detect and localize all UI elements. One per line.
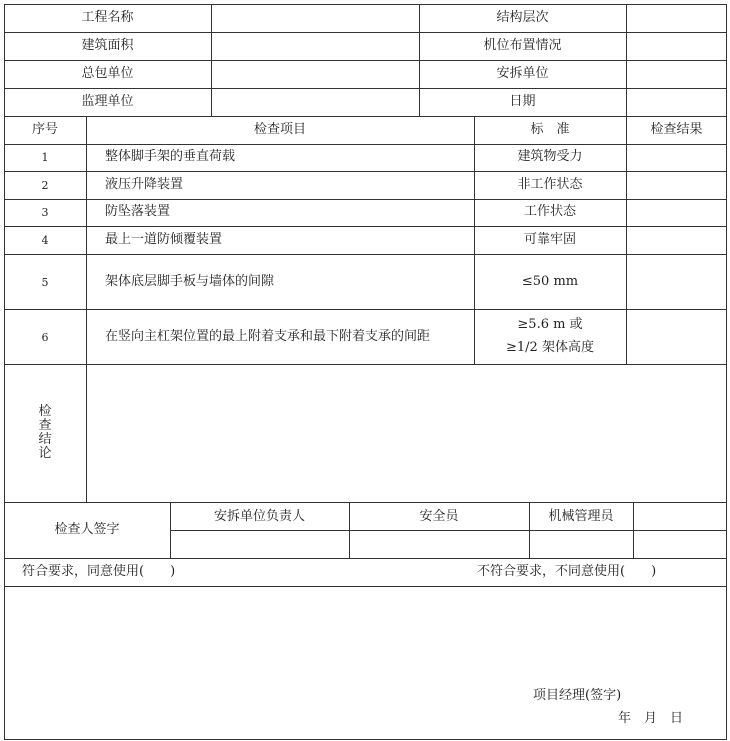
divider [4, 171, 727, 172]
divider [211, 4, 212, 116]
general-contractor-label: 总包单位 [81, 66, 134, 81]
date-label: 日期 [509, 94, 536, 109]
divider [4, 32, 727, 33]
building-area-label: 建筑面积 [81, 38, 134, 53]
divider [86, 116, 87, 502]
divider [4, 364, 727, 365]
install-head-label: 安拆单位负责人 [213, 509, 305, 524]
structure-floors-label: 结构层次 [496, 10, 549, 25]
col-header-item: 检查项目 [253, 122, 306, 137]
manager-signature-label: 项目经理(签字) [533, 688, 622, 703]
row-item: 防坠落装置 [105, 204, 171, 219]
install-unit-label: 安拆单位 [496, 66, 549, 81]
divider [4, 558, 727, 559]
row-item: 整体脚手架的垂直荷载 [105, 149, 236, 164]
row-standard: 可靠牢固 [523, 232, 576, 247]
row-standard: 非工作状态 [517, 177, 583, 192]
form-border [4, 4, 727, 740]
row-number: 2 [41, 179, 49, 192]
conclusion-label: 检查结论 [38, 404, 52, 461]
divider [626, 116, 627, 364]
col-header-standard: 标 准 [530, 122, 570, 137]
divider [4, 116, 727, 117]
divider [4, 586, 727, 587]
divider [633, 502, 634, 558]
machine-manager-label: 机械管理员 [548, 509, 614, 524]
divider [626, 4, 627, 116]
divider [170, 530, 727, 531]
row-item: 液压升降装置 [105, 177, 184, 192]
machine-layout-label: 机位布置情况 [483, 38, 562, 53]
row-standard-line: ≥1/2 架体高度 [506, 340, 594, 355]
divider [4, 88, 727, 89]
row-item: 最上一道防倾覆装置 [105, 232, 223, 247]
row-item: 架体底层脚手板与墙体的间隙 [105, 274, 275, 289]
col-header-result: 检查结果 [650, 122, 703, 137]
divider [4, 199, 727, 200]
verdict-ok: 符合要求，同意使用( ) [22, 564, 176, 579]
safety-officer-label: 安全员 [419, 509, 459, 524]
inspection-form [4, 4, 727, 740]
divider [4, 60, 727, 61]
row-number: 1 [41, 151, 49, 164]
row-item: 在竖向主杠架位置的最上附着支承和最下附着支承的间距 [105, 329, 431, 344]
sign-date: 年 月 日 [618, 711, 684, 726]
col-header-no: 序号 [31, 122, 58, 137]
divider [4, 502, 727, 503]
supervision-unit-label: 监理单位 [81, 94, 134, 109]
row-number: 3 [41, 206, 49, 219]
project-name-label: 工程名称 [81, 10, 134, 25]
divider [4, 226, 727, 227]
row-number: 5 [41, 276, 49, 289]
signature-label: 检查人签字 [54, 522, 120, 537]
row-number: 6 [41, 331, 49, 344]
row-standard: ≤50 mm [521, 274, 579, 289]
divider [4, 309, 727, 310]
row-standard-line: ≥5.6 m 或 [517, 317, 583, 332]
row-number: 4 [41, 234, 49, 247]
verdict-not-ok: 不符合要求，不同意使用( ) [477, 564, 657, 579]
divider [4, 254, 727, 255]
divider [4, 144, 727, 145]
row-standard: 建筑物受力 [517, 149, 583, 164]
row-standard: 工作状态 [523, 204, 576, 219]
